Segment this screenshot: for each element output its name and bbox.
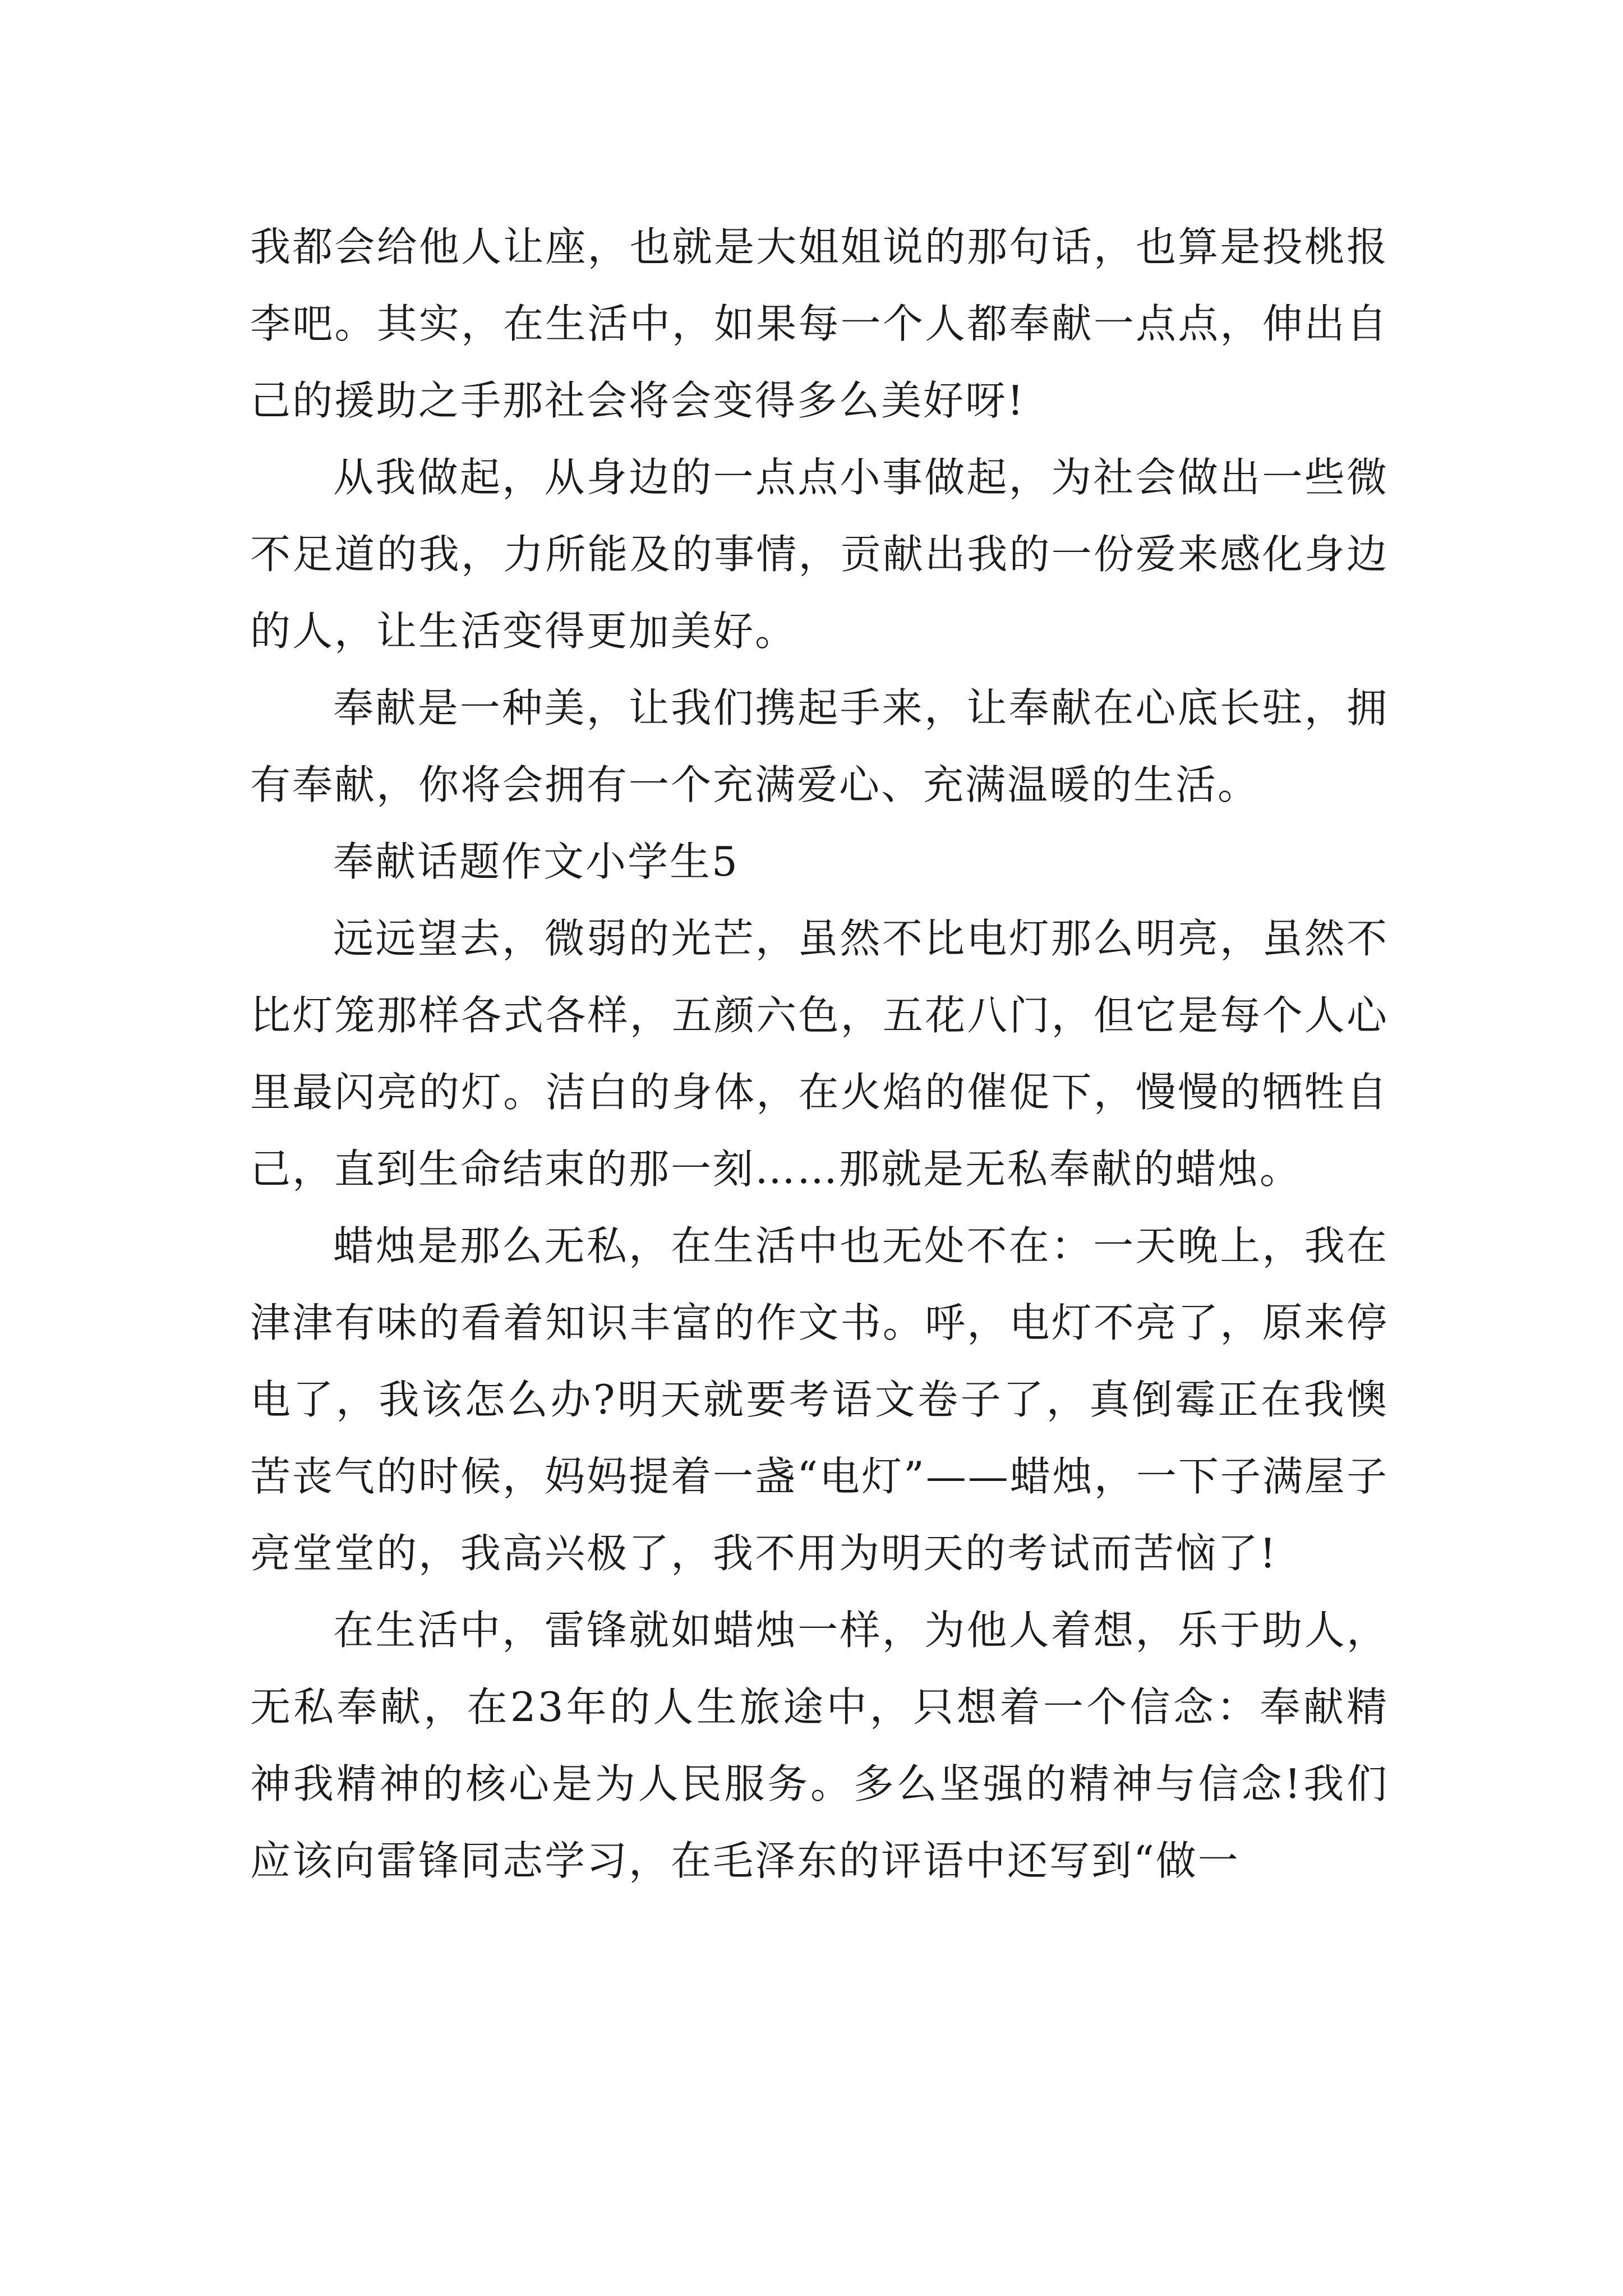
paragraph-2: 从我做起，从身边的一点点小事做起，为社会做出一些微不足道的我，力所能及的事情，贡献出我的一份爱来感化身边的人，让生活变得更加美好。 <box>250 454 1389 655</box>
paragraph-5: 远远望去，微弱的光芒，虽然不比电灯那么明亮，虽然不比灯笼那样各式各样，五颜六色，五花八门，但它是每个人心里最闪亮的灯。洁白的身体，在火焰的催促下，慢慢的牺牲自己，直到生命结束的那一刻……那就是无私奉献的蜡烛。 <box>250 915 1389 1193</box>
paragraph-3: 奉献是一种美，让我们携起手来，让奉献在心底长驻，拥有奉献，你将会拥有一个充满爱心、充满温暖的生活。 <box>250 684 1389 808</box>
section-heading: 奉献话题作文小学生5 <box>333 838 739 885</box>
paragraph-6: 蜡烛是那么无私，在生活中也无处不在：一天晚上，我在津津有味的看着知识丰富的作文书。呼，电灯不亮了，原来停电了，我该怎么办?明天就要考语文卷子了，真倒霉正在我懊苦丧气的时候，妈妈提着一盏“电灯”——蜡烛，一下子满屋子亮堂堂的，我高兴极了，我不用为明天的考试而苦恼了! <box>250 1222 1389 1577</box>
document-body <box>250 209 1389 1899</box>
paragraph-7: 在生活中，雷锋就如蜡烛一样，为他人着想，乐于助人，无私奉献，在23年的人生旅途中，只想着一个信念：奉献精神我精神的核心是为人民服务。多么坚强的精神与信念!我们应该向雷锋同志学习，在毛泽东的评语中还写到“做一 <box>250 1607 1389 1884</box>
paragraph-1: 我都会给他人让座，也就是大姐姐说的那句话，也算是投桃报李吧。其实，在生活中，如果每一个人都奉献一点点，伸出自己的援助之手那社会将会变得多么美好呀! <box>250 223 1389 424</box>
